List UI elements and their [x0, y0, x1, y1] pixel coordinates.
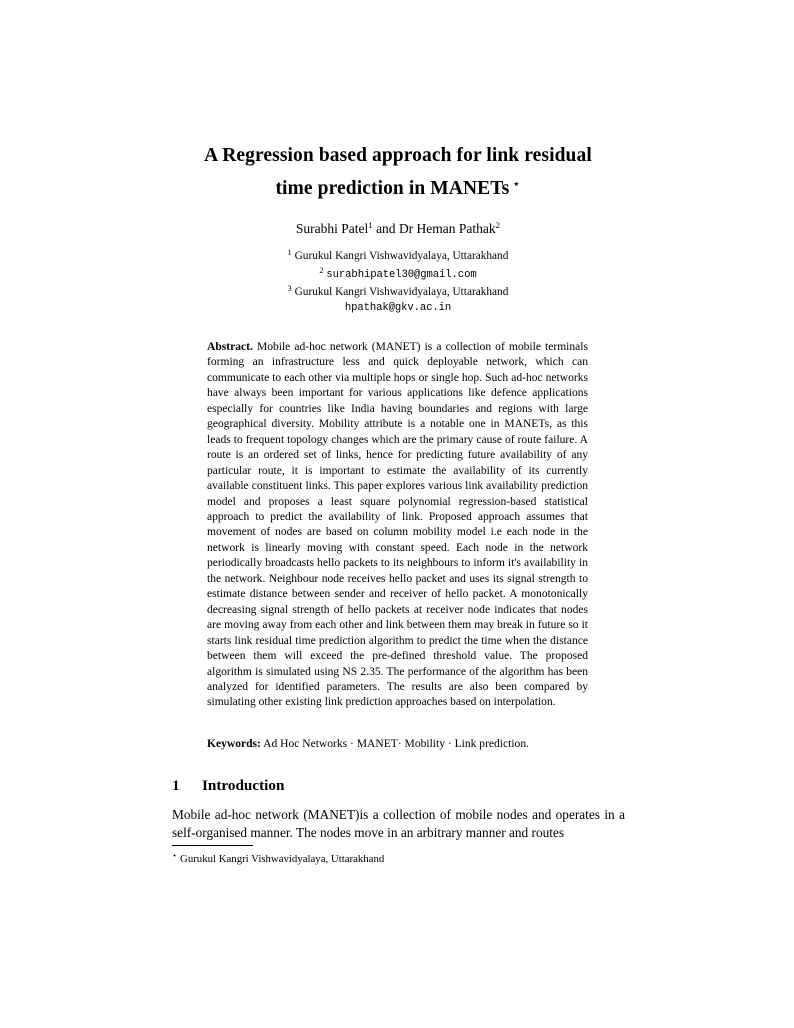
title-line-1: A Regression based approach for link residual — [204, 145, 592, 166]
footnote-star-icon: ⋆ — [172, 851, 178, 860]
title-line-2-text: time prediction in MANETs — [275, 178, 510, 199]
section-number: 1 — [172, 777, 180, 794]
keywords-text: Ad Hoc Networks · MANET· Mobility · Link prediction. — [263, 738, 529, 750]
keywords-heading: Keywords: — [207, 738, 261, 750]
affiliation-item — [172, 300, 624, 316]
abstract-heading: Abstract. — [207, 341, 253, 353]
affiliation-email: surabhipatel30@gmail.com — [326, 268, 477, 281]
keywords-block — [207, 737, 588, 752]
affiliation-mark: 1 — [287, 248, 292, 257]
affiliation-item — [172, 282, 624, 300]
affiliation-mark: 3 — [287, 284, 292, 294]
affiliation-item — [172, 264, 624, 283]
title-footnote-star-icon: ⋆ — [512, 176, 521, 191]
footnote-text: Gurukul Kangri Vishwavidyalaya, Uttarakhand — [180, 853, 385, 865]
affiliation-list — [172, 246, 624, 315]
footnote — [172, 849, 624, 866]
affiliation-item — [172, 246, 624, 264]
footnote-rule — [172, 845, 253, 846]
author-sup-2: 2 — [495, 220, 501, 230]
author-conjunction: and — [372, 221, 399, 236]
author-sup-1: 1 — [368, 220, 373, 230]
abstract-body: Mobile ad-hoc network (MANET) is a collection of mobile terminals forming an infrastructure less and quick deployable network, which can communicate to each other via multiple hops or single hop. Such ad-hoc networks have always been important for various applications like defence applications especially for countries like India having boundaries and regions with large geographical diversity. Mobility attribute is a notable one in MANETs, as this leads to frequent topology changes which are the primary cause of route failure. A route is an ordered set of links, hence for predicting future availability of any particular route, it is important to estimate the availability of its currently available constituent links. This paper explores various link availability prediction model and proposes a least square polynomial regression-based statistical approach to predict the availability of link. Proposed approach assumes that movement of nodes are based on column mobility model i.e each node in the network is linearly moving with constant speed. Each node in the network periodically broadcasts hello packets to its neighbours to inform it's availability in the network. Neighbour node receives hello packet and uses its signal strength to estimate distance between sender and receiver of hello packet. A monotonically decreasing signal strength of hello packets at receiver node indicates that nodes are moving away from each other and link between them may break in future so it starts link residual time prediction algorithm to predict the time when the distance between them will exceed the pre-defined threshold value. The proposed algorithm is simulated using NS 2.35. The performance of the algorithm has been analyzed for identified parameters. The results are also been compared by simulating other existing link prediction approaches based on interpolation. — [207, 341, 588, 709]
affiliation-mark: 2 — [319, 265, 324, 275]
affiliation-text: Gurukul Kangri Vishwavidyalaya, Uttarakhand — [294, 250, 509, 262]
affiliation-text: Gurukul Kangri Vishwavidyalaya, Uttarakhand — [294, 286, 509, 299]
author-list — [172, 216, 624, 238]
author-name-2: Dr Heman Pathak — [398, 221, 496, 236]
affiliation-email: hpathak@gkv.ac.in — [344, 301, 452, 314]
section-title: Introduction — [202, 777, 285, 794]
section-heading — [172, 776, 624, 796]
title-line-2 — [172, 170, 624, 203]
section-paragraph: Mobile ad-hoc network (MANET)is a collection of mobile nodes and operates in a self-organised manner. The nodes move in an arbitrary manner and routes — [172, 807, 625, 840]
author-name-1: Surabhi Patel — [295, 221, 369, 236]
abstract-block — [207, 340, 588, 711]
page-title — [172, 142, 624, 203]
